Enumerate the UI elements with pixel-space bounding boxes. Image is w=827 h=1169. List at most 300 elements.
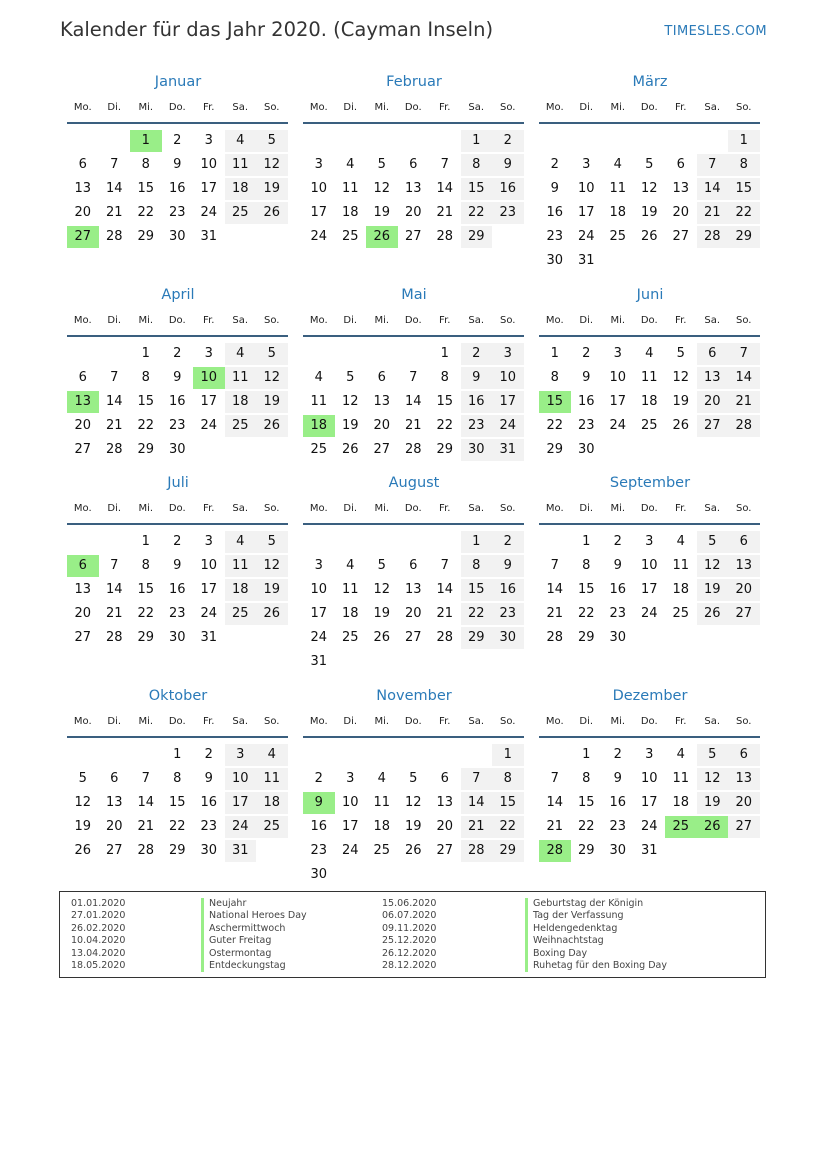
day-cell: 20 — [373, 418, 391, 433]
day-cell: 24 — [640, 819, 658, 834]
weekday-label: Mo. — [73, 102, 92, 113]
day-cell: 20 — [697, 391, 729, 413]
weekday-label: Di. — [107, 503, 122, 514]
day-cell: 27 — [672, 229, 690, 244]
day-cell: 16 — [609, 582, 627, 597]
day-cell: 6 — [697, 343, 729, 365]
day-cell: 11 — [640, 370, 658, 385]
day-cell: 1 — [728, 130, 760, 152]
day-cell: 4 — [346, 157, 355, 172]
legend-dates-left — [71, 898, 125, 972]
day-cell: 11 — [672, 771, 690, 786]
day-cell: 27 — [74, 442, 92, 457]
day-cell: 26 — [74, 843, 92, 858]
weekday-label: Fr. — [203, 503, 215, 514]
day-cell: 27 — [105, 843, 123, 858]
day-cell: 29 — [137, 442, 155, 457]
holiday-day-cell: 26 — [697, 816, 729, 838]
day-cell: 5 — [377, 157, 386, 172]
day-cell: 18 — [609, 205, 627, 220]
day-cell: 8 — [550, 370, 559, 385]
day-cell: 20 — [105, 819, 123, 834]
day-cell: 28 — [404, 442, 422, 457]
day-cell: 27 — [404, 229, 422, 244]
day-cell: 26 — [256, 415, 288, 437]
day-cell: 4 — [314, 370, 323, 385]
day-cell: 9 — [492, 154, 524, 176]
day-cell: 18 — [341, 205, 359, 220]
day-cell: 31 — [200, 229, 218, 244]
day-cell: 2 — [173, 346, 182, 361]
day-cell: 6 — [676, 157, 685, 172]
day-cell: 14 — [105, 394, 123, 409]
day-cell: 1 — [141, 346, 150, 361]
holiday-day-cell: 6 — [67, 555, 99, 577]
day-cell: 31 — [200, 630, 218, 645]
day-cell: 5 — [256, 130, 288, 152]
day-cell: 15 — [577, 582, 595, 597]
legend-names-left — [201, 898, 307, 972]
month-divider — [67, 736, 288, 738]
day-cell: 15 — [436, 394, 454, 409]
weekday-label: Sa. — [232, 503, 249, 514]
weekday-label: So. — [264, 102, 280, 113]
weekday-label: Mi. — [374, 716, 390, 727]
day-cell: 16 — [200, 795, 218, 810]
day-cell: 9 — [582, 370, 591, 385]
day-cell: 10 — [310, 582, 328, 597]
weekday-label: Fr. — [675, 102, 687, 113]
day-cell: 8 — [141, 370, 150, 385]
day-cell: 8 — [492, 768, 524, 790]
weekday-label: Mo. — [73, 716, 92, 727]
day-cell: 29 — [461, 627, 493, 649]
day-cell: 12 — [256, 555, 288, 577]
day-cell: 24 — [310, 229, 328, 244]
day-cell: 19 — [672, 394, 690, 409]
day-cell: 11 — [609, 181, 627, 196]
day-cell: 16 — [168, 394, 186, 409]
day-cell: 10 — [341, 795, 359, 810]
day-cell: 1 — [461, 130, 493, 152]
day-cell: 4 — [256, 744, 288, 766]
weekday-label: Mi. — [610, 503, 626, 514]
legend-date: 06.07.2020 — [382, 910, 437, 922]
day-cell: 25 — [609, 229, 627, 244]
day-cell: 30 — [577, 442, 595, 457]
day-cell: 11 — [225, 154, 257, 176]
day-cell: 30 — [609, 843, 627, 858]
day-cell: 29 — [546, 442, 564, 457]
day-cell: 28 — [105, 630, 123, 645]
weekday-label: Sa. — [232, 315, 249, 326]
day-cell: 7 — [141, 771, 150, 786]
day-cell: 6 — [440, 771, 449, 786]
day-cell: 9 — [461, 367, 493, 389]
day-cell: 15 — [577, 795, 595, 810]
day-cell: 17 — [225, 792, 257, 814]
weekday-label: Do. — [404, 315, 422, 326]
weekday-label: Do. — [640, 102, 658, 113]
holiday-day-cell: 1 — [130, 130, 162, 152]
day-cell: 1 — [461, 531, 493, 553]
day-cell: 30 — [461, 439, 493, 461]
day-cell: 3 — [314, 558, 323, 573]
day-cell: 9 — [173, 558, 182, 573]
day-cell: 12 — [256, 154, 288, 176]
weekday-label: Di. — [343, 503, 358, 514]
legend-holiday-name: Boxing Day — [525, 948, 667, 960]
day-cell: 27 — [436, 843, 454, 858]
day-cell: 19 — [373, 205, 391, 220]
day-cell: 28 — [105, 229, 123, 244]
legend-date: 13.04.2020 — [71, 947, 126, 959]
weekday-label: Mo. — [545, 716, 564, 727]
weekday-label: Do. — [168, 503, 186, 514]
brand-logo[interactable]: TIMESLES.COM — [664, 24, 767, 39]
day-cell: 2 — [204, 747, 213, 762]
month-divider — [67, 122, 288, 124]
weekday-label: Do. — [404, 716, 422, 727]
weekday-label: Fr. — [203, 102, 215, 113]
day-cell: 31 — [492, 439, 524, 461]
day-cell: 20 — [436, 819, 454, 834]
day-cell: 25 — [225, 415, 257, 437]
day-cell: 17 — [310, 205, 328, 220]
month-divider — [67, 523, 288, 525]
day-cell: 20 — [74, 418, 92, 433]
day-cell: 13 — [404, 582, 422, 597]
day-cell: 3 — [346, 771, 355, 786]
day-cell: 23 — [577, 418, 595, 433]
weekday-label: So. — [500, 716, 516, 727]
weekday-label: Mi. — [610, 102, 626, 113]
month-divider — [539, 122, 760, 124]
day-cell: 13 — [74, 582, 92, 597]
holiday-day-cell: 18 — [303, 415, 335, 437]
day-cell: 20 — [74, 606, 92, 621]
day-cell: 8 — [173, 771, 182, 786]
day-cell: 20 — [728, 792, 760, 814]
day-cell: 23 — [546, 229, 564, 244]
day-cell: 6 — [78, 370, 87, 385]
day-cell: 20 — [404, 606, 422, 621]
day-cell: 16 — [461, 391, 493, 413]
weekday-label: Mo. — [545, 102, 564, 113]
weekday-label: Mi. — [374, 102, 390, 113]
day-cell: 16 — [310, 819, 328, 834]
day-cell: 11 — [341, 582, 359, 597]
weekday-label: Do. — [168, 315, 186, 326]
day-cell: 29 — [461, 226, 493, 248]
day-cell: 7 — [110, 558, 119, 573]
day-cell: 15 — [137, 394, 155, 409]
day-cell: 10 — [310, 181, 328, 196]
month-name: Juli — [167, 475, 189, 491]
day-cell: 24 — [577, 229, 595, 244]
day-cell: 25 — [310, 442, 328, 457]
day-cell: 14 — [404, 394, 422, 409]
weekday-label: Mi. — [138, 503, 154, 514]
month-divider — [539, 736, 760, 738]
legend-holiday-name: Neujahr — [201, 898, 307, 910]
day-cell: 10 — [200, 558, 218, 573]
day-cell: 24 — [225, 816, 257, 838]
weekday-label: Mi. — [610, 716, 626, 727]
day-cell: 1 — [582, 747, 591, 762]
day-cell: 14 — [728, 367, 760, 389]
day-cell: 25 — [341, 229, 359, 244]
day-cell: 14 — [546, 795, 564, 810]
day-cell: 25 — [256, 816, 288, 838]
day-cell: 21 — [461, 816, 493, 838]
day-cell: 15 — [728, 178, 760, 200]
day-cell: 11 — [310, 394, 328, 409]
day-cell: 11 — [373, 795, 391, 810]
day-cell: 4 — [377, 771, 386, 786]
weekday-label: Mi. — [374, 503, 390, 514]
day-cell: 31 — [225, 840, 257, 862]
weekday-label: Fr. — [203, 315, 215, 326]
day-cell: 29 — [436, 442, 454, 457]
month-divider — [539, 335, 760, 337]
day-cell: 10 — [225, 768, 257, 790]
day-cell: 11 — [225, 367, 257, 389]
legend-date: 10.04.2020 — [71, 935, 126, 947]
legend-date: 26.12.2020 — [382, 947, 437, 959]
day-cell: 17 — [200, 181, 218, 196]
day-cell: 26 — [256, 603, 288, 625]
day-cell: 14 — [436, 181, 454, 196]
day-cell: 8 — [440, 370, 449, 385]
day-cell: 25 — [341, 630, 359, 645]
day-cell: 12 — [373, 582, 391, 597]
day-cell: 3 — [613, 346, 622, 361]
day-cell: 13 — [436, 795, 454, 810]
day-cell: 5 — [256, 531, 288, 553]
day-cell: 6 — [728, 744, 760, 766]
day-cell: 5 — [78, 771, 87, 786]
day-cell: 24 — [200, 418, 218, 433]
day-cell: 4 — [225, 130, 257, 152]
day-cell: 15 — [137, 582, 155, 597]
day-cell: 3 — [492, 343, 524, 365]
day-cell: 21 — [436, 606, 454, 621]
day-cell: 8 — [582, 558, 591, 573]
day-cell: 6 — [409, 558, 418, 573]
day-cell: 19 — [256, 178, 288, 200]
day-cell: 4 — [676, 534, 685, 549]
legend-date: 26.02.2020 — [71, 922, 126, 934]
day-cell: 4 — [225, 531, 257, 553]
day-cell: 5 — [676, 346, 685, 361]
day-cell: 5 — [645, 157, 654, 172]
weekday-label: Sa. — [704, 102, 721, 113]
day-cell: 9 — [173, 370, 182, 385]
day-cell: 24 — [492, 415, 524, 437]
day-cell: 16 — [492, 579, 524, 601]
day-cell: 14 — [436, 582, 454, 597]
day-cell: 17 — [200, 394, 218, 409]
legend-holiday-name: Guter Freitag — [201, 935, 307, 947]
day-cell: 23 — [200, 819, 218, 834]
holiday-day-cell: 28 — [539, 840, 571, 862]
day-cell: 8 — [461, 154, 493, 176]
day-cell: 22 — [137, 418, 155, 433]
month-divider — [67, 335, 288, 337]
weekday-label: Sa. — [468, 716, 485, 727]
weekday-label: Mo. — [545, 315, 564, 326]
day-cell: 21 — [697, 202, 729, 224]
month-name: April — [161, 287, 195, 303]
day-cell: 14 — [105, 582, 123, 597]
day-cell: 7 — [409, 370, 418, 385]
weekday-label: Mo. — [309, 315, 328, 326]
day-cell: 18 — [341, 606, 359, 621]
legend-holiday-name: Ostermontag — [201, 948, 307, 960]
day-cell: 17 — [640, 795, 658, 810]
weekday-label: So. — [736, 315, 752, 326]
weekday-label: Do. — [640, 503, 658, 514]
day-cell: 16 — [168, 582, 186, 597]
day-cell: 12 — [341, 394, 359, 409]
day-cell: 28 — [546, 630, 564, 645]
day-cell: 21 — [105, 418, 123, 433]
day-cell: 26 — [341, 442, 359, 457]
weekday-label: Sa. — [468, 503, 485, 514]
day-cell: 3 — [204, 346, 213, 361]
day-cell: 7 — [110, 157, 119, 172]
day-cell: 25 — [672, 606, 690, 621]
weekday-label: Mi. — [610, 315, 626, 326]
day-cell: 19 — [373, 606, 391, 621]
day-cell: 26 — [404, 843, 422, 858]
day-cell: 1 — [492, 744, 524, 766]
day-cell: 22 — [137, 205, 155, 220]
day-cell: 24 — [640, 606, 658, 621]
day-cell: 7 — [550, 558, 559, 573]
holiday-day-cell: 26 — [366, 226, 398, 248]
day-cell: 29 — [728, 226, 760, 248]
day-cell: 12 — [373, 181, 391, 196]
weekday-label: Di. — [343, 716, 358, 727]
weekday-label: Sa. — [468, 102, 485, 113]
day-cell: 12 — [672, 370, 690, 385]
day-cell: 1 — [582, 534, 591, 549]
weekday-label: Mo. — [309, 716, 328, 727]
day-cell: 28 — [436, 229, 454, 244]
day-cell: 22 — [577, 606, 595, 621]
day-cell: 30 — [609, 630, 627, 645]
day-cell: 20 — [74, 205, 92, 220]
day-cell: 26 — [672, 418, 690, 433]
day-cell: 23 — [492, 202, 524, 224]
weekday-label: Fr. — [439, 716, 451, 727]
day-cell: 22 — [461, 202, 493, 224]
weekday-label: Sa. — [704, 716, 721, 727]
day-cell: 23 — [609, 606, 627, 621]
day-cell: 10 — [640, 558, 658, 573]
day-cell: 12 — [697, 768, 729, 790]
weekday-label: Sa. — [704, 315, 721, 326]
day-cell: 22 — [168, 819, 186, 834]
day-cell: 13 — [672, 181, 690, 196]
day-cell: 2 — [613, 747, 622, 762]
day-cell: 7 — [550, 771, 559, 786]
day-cell: 28 — [105, 442, 123, 457]
day-cell: 31 — [640, 843, 658, 858]
month-name: Januar — [154, 74, 202, 90]
legend-dates-right — [382, 898, 436, 972]
day-cell: 28 — [697, 226, 729, 248]
day-cell: 17 — [310, 606, 328, 621]
day-cell: 11 — [672, 558, 690, 573]
weekday-label: Mo. — [73, 503, 92, 514]
weekday-label: Do. — [168, 102, 186, 113]
weekday-label: Di. — [343, 315, 358, 326]
legend-date: 15.06.2020 — [382, 898, 437, 909]
weekday-label: So. — [264, 716, 280, 727]
weekday-label: So. — [264, 503, 280, 514]
day-cell: 4 — [645, 346, 654, 361]
weekday-label: Di. — [343, 102, 358, 113]
day-cell: 25 — [373, 843, 391, 858]
month-divider — [303, 122, 524, 124]
weekday-label: Fr. — [675, 315, 687, 326]
day-cell: 6 — [409, 157, 418, 172]
day-cell: 19 — [640, 205, 658, 220]
day-cell: 9 — [550, 181, 559, 196]
weekday-label: Do. — [404, 102, 422, 113]
weekday-label: Di. — [579, 315, 594, 326]
month-name: Februar — [386, 74, 442, 90]
day-cell: 16 — [577, 394, 595, 409]
day-cell: 27 — [373, 442, 391, 457]
day-cell: 5 — [256, 343, 288, 365]
month-name: Juni — [636, 287, 664, 303]
day-cell: 5 — [409, 771, 418, 786]
day-cell: 24 — [609, 418, 627, 433]
holiday-day-cell: 10 — [193, 367, 225, 389]
day-cell: 2 — [314, 771, 323, 786]
weekday-label: Di. — [107, 315, 122, 326]
day-cell: 23 — [310, 843, 328, 858]
day-cell: 30 — [310, 867, 328, 882]
day-cell: 13 — [697, 367, 729, 389]
day-cell: 19 — [697, 579, 729, 601]
day-cell: 12 — [74, 795, 92, 810]
day-cell: 20 — [672, 205, 690, 220]
weekday-label: Sa. — [232, 716, 249, 727]
weekday-label: Fr. — [439, 315, 451, 326]
day-cell: 22 — [461, 603, 493, 625]
day-cell: 5 — [697, 744, 729, 766]
day-cell: 3 — [204, 133, 213, 148]
weekday-label: Di. — [579, 102, 594, 113]
day-cell: 13 — [74, 181, 92, 196]
day-cell: 20 — [404, 205, 422, 220]
day-cell: 3 — [204, 534, 213, 549]
day-cell: 9 — [204, 771, 213, 786]
month-name: Oktober — [148, 688, 208, 704]
day-cell: 15 — [168, 795, 186, 810]
day-cell: 4 — [613, 157, 622, 172]
day-cell: 18 — [225, 579, 257, 601]
day-cell: 18 — [672, 582, 690, 597]
day-cell: 3 — [225, 744, 257, 766]
legend-date: 28.12.2020 — [382, 959, 437, 971]
day-cell: 11 — [341, 181, 359, 196]
